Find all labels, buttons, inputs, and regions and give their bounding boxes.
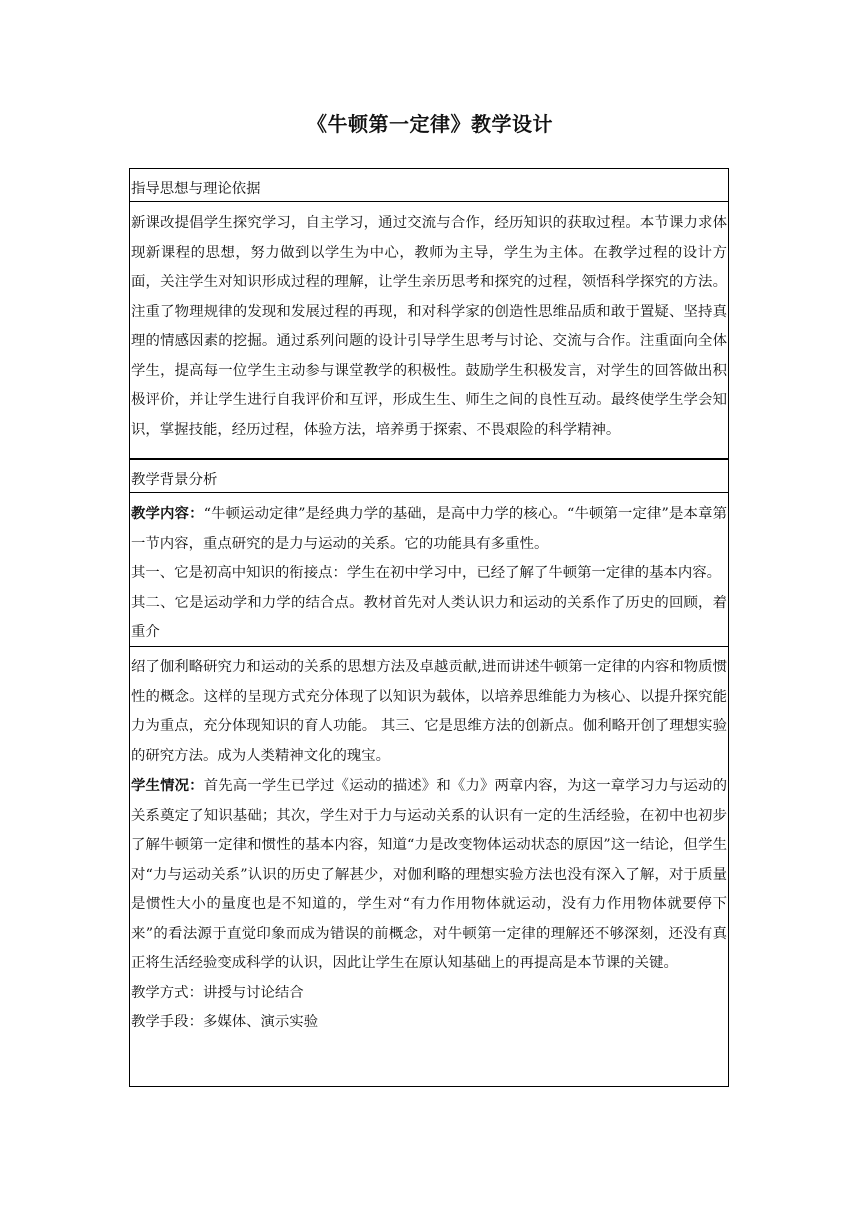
- lesson-plan-table: [129, 168, 729, 1087]
- teaching-method-line: 教学方式：讲授与讨论结合: [131, 984, 304, 1001]
- background-heading: 教学背景分析: [131, 472, 218, 488]
- student-analysis-cell: [130, 647, 728, 1086]
- teaching-content-cell: [130, 493, 728, 647]
- background-heading-cell: [130, 460, 728, 493]
- guiding-paragraph: 新课改提倡学生探究学习，自主学习，通过交流与合作，经历知识的获取过程。本节课力求体现新课程的思想，努力做到以学生为中心，教师为主导，学生为主体。在教学过程的设计方面，关注学生对知识形成过程的理解，让学生亲历思考和探究的过程，领悟科学探究的方法。注重了物理规律的发现和发展过程的再现，和对科学家的创造性思维品质和敢于置疑、坚持真理的情感因素的挖掘。通过系列问题的设计引导学生思考与讨论、交流与合作。注重面向全体学生，提高每一位学生主动参与课堂教学的积极性。鼓励学生积极发言，对学生的回答做出积极评价，并让学生进行自我评价和互评，形成生生、师生之间的良性互动。最终使学生学会知识，掌握技能，经历过程，体验方法，培养勇于探索、不畏艰险的科学精神。: [131, 215, 727, 438]
- teaching-content-label: 教学内容：: [131, 505, 204, 522]
- guiding-heading-cell: [130, 169, 728, 202]
- teaching-content-paragraph: [131, 499, 727, 559]
- point-one-paragraph: 其一、它是初高中知识的衔接点：学生在初中学习中，已经了解了牛顿第一定律的基本内容。: [131, 565, 722, 581]
- students-label: 学生情况：: [131, 777, 204, 794]
- guiding-text-cell: [130, 202, 728, 460]
- students-text: 首先高一学生已学过《运动的描述》和《力》两章内容，为这一章学习力与运动的关系奠定了知识基础；其次，学生对于力与运动关系的认识有一定的生活经验，在初中也初步了解牛顿第一定律和惯性的基本内容，知道“力是改变物体运动状态的原因”这一结论，但学生对“力与运动关系”认识的历史了解甚少，对伽利略的理想实验方法也没有深入了解，对于质量是惯性大小的量度也是不知道的，学生对“有力作用物体就运动，没有力作用物体就要停下来”的看法源于直觉印象而成为错误的前概念，对牛顿第一定律的理解还不够深刻，还没有真正将生活经验变成科学的认识，因此让学生在原认知基础上的再提高是本节课的关键。: [131, 778, 727, 971]
- continued-paragraph: 绍了伽利略研究力和运动的关系的思想方法及卓越贡献,进而讲述牛顿第一定律的内容和物质惯性的概念。这样的呈现方式充分体现了以知识为载体，以培养思维能力为核心、以提升探究能力为重点，充分体现知识的育人功能。 其三、它是思维方法的创新点。伽利略开创了理想实验的研究方法。成为人类精神文化的瑰宝。: [131, 659, 727, 764]
- teaching-means-line: 教学手段：多媒体、演示实验: [131, 1014, 319, 1030]
- guiding-heading: 指导思想与理论依据: [131, 181, 261, 197]
- point-two-paragraph: 其二、它是运动学和力学的结合点。教材首先对人类认识力和运动的关系作了历史的回顾，着重介: [131, 594, 727, 640]
- teaching-content-text: “牛顿运动定律”是经典力学的基础，是高中力学的核心。“牛顿第一定律”是本章第一节内容，重点研究的是力与运动的关系。它的功能具有多重性。: [131, 506, 727, 552]
- document-title: 《牛顿第一定律》教学设计: [307, 112, 553, 136]
- students-paragraph: [131, 771, 727, 979]
